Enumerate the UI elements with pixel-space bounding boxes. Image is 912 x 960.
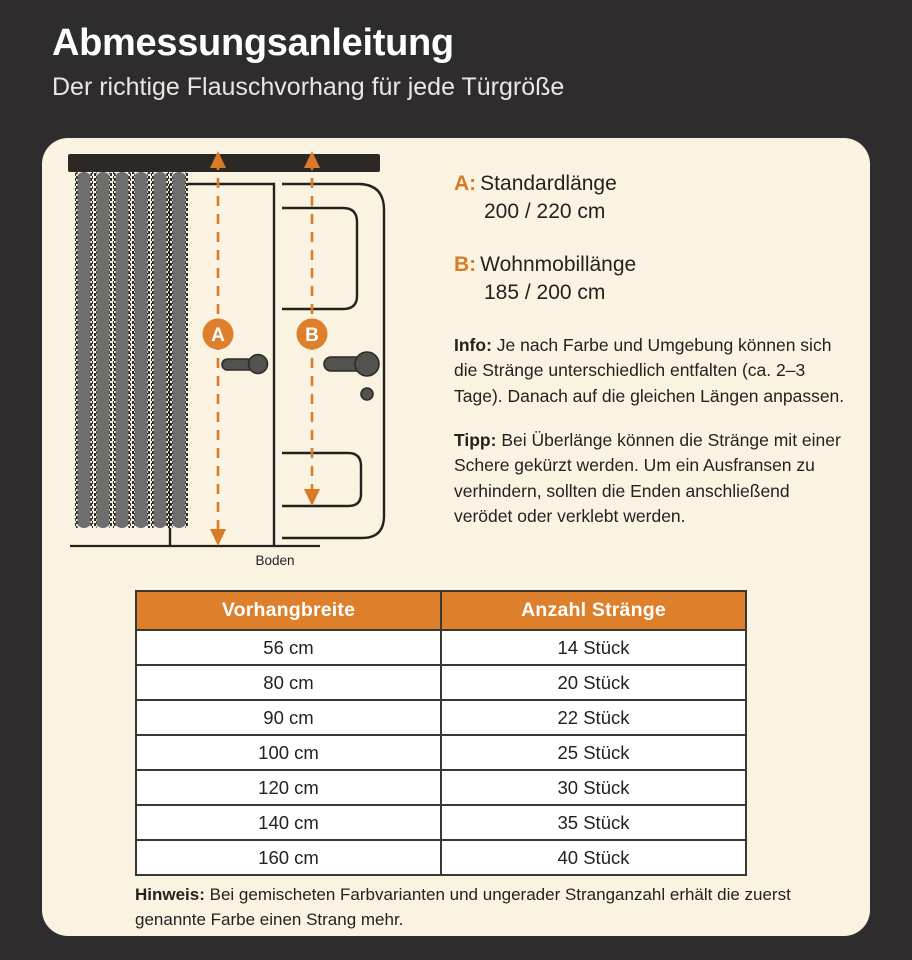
strand	[113, 172, 131, 528]
info-note	[454, 333, 852, 410]
cell-count: 35 Stück	[441, 805, 746, 840]
content-card	[42, 138, 870, 936]
tip-note	[454, 428, 852, 530]
legend-a-label: Standardlänge	[480, 172, 617, 195]
cell-width: 100 cm	[136, 735, 441, 770]
strand	[151, 172, 169, 528]
strand	[132, 172, 150, 528]
footnote-text: Bei gemischeten Farbvarianten und ungerader Stranganzahl erhält die zuerst genannte Farbe einen Strang mehr.	[135, 885, 791, 929]
size-table	[135, 590, 747, 876]
legend-a-key: A:	[454, 172, 477, 195]
table-row	[136, 665, 746, 700]
page-subtitle: Der richtige Flauschvorhang für jede Türgröße	[52, 72, 565, 101]
cell-count: 14 Stück	[441, 630, 746, 665]
table-row	[136, 735, 746, 770]
page-header	[52, 22, 872, 102]
cell-count: 22 Stück	[441, 700, 746, 735]
marker-a-label: A	[211, 325, 225, 346]
cell-width: 80 cm	[136, 665, 441, 700]
info-note-text: Je nach Farbe und Umgebung können sich die Stränge unterschiedlich entfalten (ca. 2–3 Tage). Danach auf die gleichen Längen anpassen.	[454, 334, 845, 406]
marker-badge-a	[203, 319, 234, 350]
table-body	[136, 630, 746, 875]
footnote-label: Hinweis:	[135, 885, 205, 904]
rv-door-handle-icon	[324, 352, 379, 400]
marker-badge-b	[297, 319, 328, 350]
tip-note-text: Bei Überlänge können die Stränge mit einer Schere gekürzt werden. Um ein Ausfransen zu verhindern, sollten die Enden anschließend verödet oder verklebt werden.	[454, 429, 841, 527]
info-note-label: Info:	[454, 334, 492, 355]
table-row	[136, 840, 746, 875]
legend-b-key: B:	[454, 253, 477, 277]
legend-item-a	[454, 170, 854, 225]
cell-count: 30 Stück	[441, 770, 746, 805]
tip-note-label: Tipp:	[454, 429, 497, 450]
legend-a-value: 200 / 220 cm	[484, 199, 606, 223]
table-header-row	[136, 591, 746, 630]
floor-label: Boden	[255, 553, 295, 568]
table-row	[136, 805, 746, 840]
table-row	[136, 630, 746, 665]
footnote	[135, 883, 795, 932]
cell-width: 140 cm	[136, 805, 441, 840]
table-header-width: Vorhangbreite	[136, 591, 441, 630]
legend-panel	[454, 170, 854, 548]
table-row	[136, 700, 746, 735]
strand	[94, 172, 112, 528]
cell-count: 20 Stück	[441, 665, 746, 700]
size-table-container	[135, 590, 747, 876]
legend-b-label: Wohnmobillänge	[480, 253, 637, 277]
curtain-rail	[68, 154, 380, 172]
cell-count: 40 Stück	[441, 840, 746, 875]
cell-width: 160 cm	[136, 840, 441, 875]
table-row	[136, 770, 746, 805]
strand	[170, 172, 188, 528]
legend-item-b	[454, 251, 854, 306]
cell-width: 120 cm	[136, 770, 441, 805]
door-handle-icon	[222, 355, 268, 374]
page-title: Abmessungsanleitung	[52, 22, 454, 64]
table-header-count: Anzahl Stränge	[441, 591, 746, 630]
cell-width: 90 cm	[136, 700, 441, 735]
measurement-diagram	[62, 146, 432, 576]
cell-count: 25 Stück	[441, 735, 746, 770]
legend-b-value: 185 / 200 cm	[484, 281, 606, 305]
curtain-strands	[75, 172, 188, 528]
strand	[75, 172, 93, 528]
marker-b-label: B	[305, 325, 319, 346]
cell-width: 56 cm	[136, 630, 441, 665]
